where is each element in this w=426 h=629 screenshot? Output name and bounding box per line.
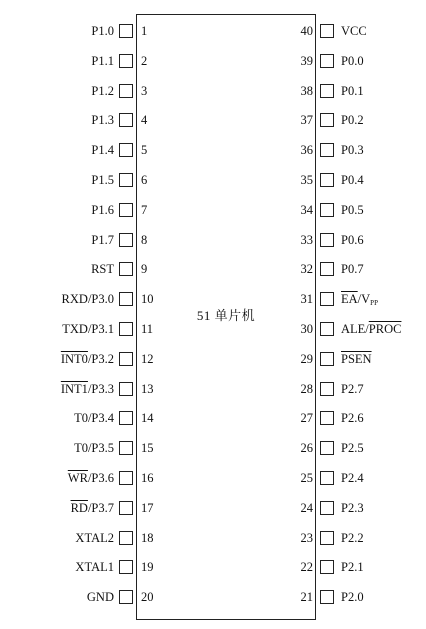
pin-name-part: P0.4: [341, 173, 364, 187]
pin-26-box: [320, 441, 334, 455]
pin-33-box: [320, 233, 334, 247]
pin-name-subscript: PP: [370, 299, 378, 308]
pin-name: [87, 589, 114, 605]
pin-number: 21: [300, 590, 313, 605]
pin-number: 13: [141, 381, 154, 396]
pin-number: 31: [300, 292, 313, 307]
pin-name-part: VCC: [341, 24, 367, 38]
pin-name-part: P1.4: [91, 143, 114, 158]
pin-32-box: [320, 262, 334, 276]
pin-name: [341, 172, 364, 188]
pin-number: 28: [300, 381, 313, 396]
pin-number: 9: [141, 262, 148, 277]
pin-40-box: [320, 24, 334, 38]
pin-31-box: [320, 292, 334, 306]
pin-number: 17: [141, 500, 154, 515]
pin-name-part: P0.0: [341, 53, 364, 68]
pin-number: 24: [300, 500, 313, 515]
pin-number: 20: [141, 590, 154, 605]
pin-name: [341, 23, 367, 39]
pin-name-part: P2.5: [341, 441, 364, 456]
pin-name: [91, 261, 114, 277]
pin-6-box: [119, 173, 133, 187]
pin-name-part: P2.1: [341, 560, 364, 575]
pin-7-box: [119, 203, 133, 217]
pin-number: 2: [141, 53, 148, 68]
pin-name-part: P1.1: [91, 53, 114, 68]
pin-1-box: [119, 24, 133, 38]
pin-number: 14: [141, 411, 154, 426]
pin-name-part: P0.7: [341, 262, 364, 277]
pin-name-part: P1.3: [91, 113, 114, 128]
pin-name-part: P2.2: [341, 530, 364, 545]
pin-name: [341, 559, 364, 575]
pin-name-part: P2.4: [341, 471, 364, 485]
pin-name: [91, 172, 114, 188]
pin-number: 34: [300, 202, 313, 217]
pin-name-part: P1.7: [91, 232, 114, 247]
pin-17-box: [119, 501, 133, 515]
pin-15-box: [119, 441, 133, 455]
pin-name: [341, 530, 364, 546]
pin-number: 7: [141, 202, 148, 217]
pin-36-box: [320, 143, 334, 157]
pin-name: [341, 470, 364, 486]
pin-9-box: [119, 262, 133, 276]
pin-name: [91, 142, 114, 158]
pin-number: 16: [141, 471, 154, 485]
pin-number: 18: [141, 530, 154, 545]
pin-name-part: P2.6: [341, 411, 364, 426]
pin-name-part: INT1: [60, 381, 88, 396]
pin-35-box: [320, 173, 334, 187]
pin-name: [91, 112, 114, 128]
pin-name-part: $\overline{EA}$: [341, 292, 358, 307]
pin-37-box: [320, 113, 334, 127]
pin-name-part: P1.6: [91, 202, 114, 217]
pin-name: [91, 202, 114, 218]
pin-34-box: [320, 203, 334, 217]
pin-name-part: P0.1: [341, 83, 364, 98]
pin-name-part: ALE/: [341, 322, 369, 336]
pin-24-box: [320, 501, 334, 515]
pin-number: 33: [300, 232, 313, 247]
pin-2-box: [119, 54, 133, 68]
pin-name: [74, 410, 114, 426]
pin-18-box: [119, 531, 133, 545]
pin-number: 8: [141, 232, 148, 247]
pin-number: 25: [300, 471, 313, 485]
pin-name-part: /P3.6: [87, 471, 114, 485]
pin-name-part: T0/P3.5: [74, 441, 114, 456]
pin-5-box: [119, 143, 133, 157]
pin-39-box: [320, 54, 334, 68]
pin-number: 32: [300, 262, 313, 277]
pin-name: [341, 321, 401, 337]
pin-name-part: P1.5: [91, 173, 114, 187]
chip-label: 51 单片机: [196, 308, 256, 323]
pin-name-part: RXD/P3.0: [61, 292, 114, 307]
pin-number: 5: [141, 143, 148, 158]
pin-name: [71, 500, 114, 516]
pin-number: 29: [300, 351, 313, 366]
pin-name: [341, 291, 378, 311]
pin-name-part: P0.5: [341, 202, 364, 217]
pin-name: [341, 351, 372, 367]
pin-13-box: [119, 382, 133, 396]
pin-4-box: [119, 113, 133, 127]
pin-number: 37: [300, 113, 313, 128]
pin-name-part: P2.0: [341, 590, 364, 605]
pin-name-part: PSEN: [341, 351, 372, 366]
pin-name: [75, 559, 114, 575]
pin-number: 27: [300, 411, 313, 426]
pin-name-part: TXD/P3.1: [62, 322, 114, 336]
pin-11-box: [119, 322, 133, 336]
pin-number: 11: [141, 322, 154, 336]
pin-name: [341, 232, 364, 248]
pin-name-part: /P3.3: [87, 381, 114, 396]
pin-name-part: P1.0: [91, 24, 114, 38]
pin-name: [341, 589, 364, 605]
pin-number: 38: [300, 83, 313, 98]
pin-name: [341, 53, 364, 69]
pin-name: [61, 381, 114, 397]
pin-30-box: [320, 322, 334, 336]
pin-name: [91, 232, 114, 248]
pin-name-part: /P3.7: [87, 500, 114, 515]
pin-14-box: [119, 411, 133, 425]
pin-number: 26: [300, 441, 313, 456]
pin-name-part: P0.6: [341, 232, 364, 247]
pin-name: [74, 440, 114, 456]
pin-20-box: [119, 590, 133, 604]
pin-name-part: P0.2: [341, 113, 364, 128]
pin-number: 10: [141, 292, 154, 307]
pin-number: 36: [300, 143, 313, 158]
pin-name-part: /V: [357, 292, 371, 307]
pin-name-part: $\overline{RD}$: [70, 500, 88, 515]
pin-name-part: INT0: [60, 351, 88, 366]
pin-name-part: RST: [91, 262, 114, 277]
pin-name-part: XTAL1: [75, 560, 114, 575]
pin-8-box: [119, 233, 133, 247]
pin-name: [341, 83, 364, 99]
pin-number: 19: [141, 560, 154, 575]
pin-23-box: [320, 531, 334, 545]
pin-number: 12: [141, 351, 154, 366]
pin-name-part: $\overline{WR}$: [67, 471, 88, 485]
pin-number: 3: [141, 83, 148, 98]
pin-number: 30: [300, 322, 313, 336]
pin-name: [341, 410, 364, 426]
pin-name: [91, 83, 114, 99]
pin-name: [62, 291, 114, 307]
pin-25-box: [320, 471, 334, 485]
pin-number: 39: [300, 53, 313, 68]
pin-number: 23: [300, 530, 313, 545]
pin-name: [341, 202, 364, 218]
pin-21-box: [320, 590, 334, 604]
pin-38-box: [320, 84, 334, 98]
pin-name: [75, 530, 114, 546]
pin-name-part: /P3.2: [87, 351, 114, 366]
pin-number: 4: [141, 113, 148, 128]
pin-name-part: GND: [86, 590, 114, 605]
pin-number: 22: [300, 560, 313, 575]
pin-name-part: P2.7: [341, 381, 364, 396]
pin-27-box: [320, 411, 334, 425]
pin-name-part: P1.2: [91, 83, 114, 98]
pin-name: [341, 142, 364, 158]
pin-name: [91, 53, 114, 69]
pin-number: 40: [300, 24, 313, 38]
pin-name: [341, 261, 364, 277]
pin-name-part: PROC: [368, 322, 402, 336]
pin-29-box: [320, 352, 334, 366]
pin-name-part: XTAL2: [75, 530, 114, 545]
pin-name: [68, 470, 114, 486]
pin-name: [341, 112, 364, 128]
pin-name: [61, 351, 114, 367]
pin-number: 6: [141, 173, 148, 187]
pin-name: [341, 381, 364, 397]
pin-name-part: P2.3: [341, 500, 364, 515]
pin-19-box: [119, 560, 133, 574]
pin-name: [341, 500, 364, 516]
pin-3-box: [119, 84, 133, 98]
pin-16-box: [119, 471, 133, 485]
pin-22-box: [320, 560, 334, 574]
pin-name: [62, 321, 114, 337]
pin-name: [341, 440, 364, 456]
pin-name-part: P0.3: [341, 143, 364, 158]
pin-name-part: T0/P3.4: [74, 411, 114, 426]
pin-10-box: [119, 292, 133, 306]
pin-name: [91, 23, 114, 39]
pin-12-box: [119, 352, 133, 366]
pin-number: 1: [141, 24, 148, 38]
pin-number: 15: [141, 441, 154, 456]
pin-number: 35: [300, 173, 313, 187]
pin-28-box: [320, 382, 334, 396]
